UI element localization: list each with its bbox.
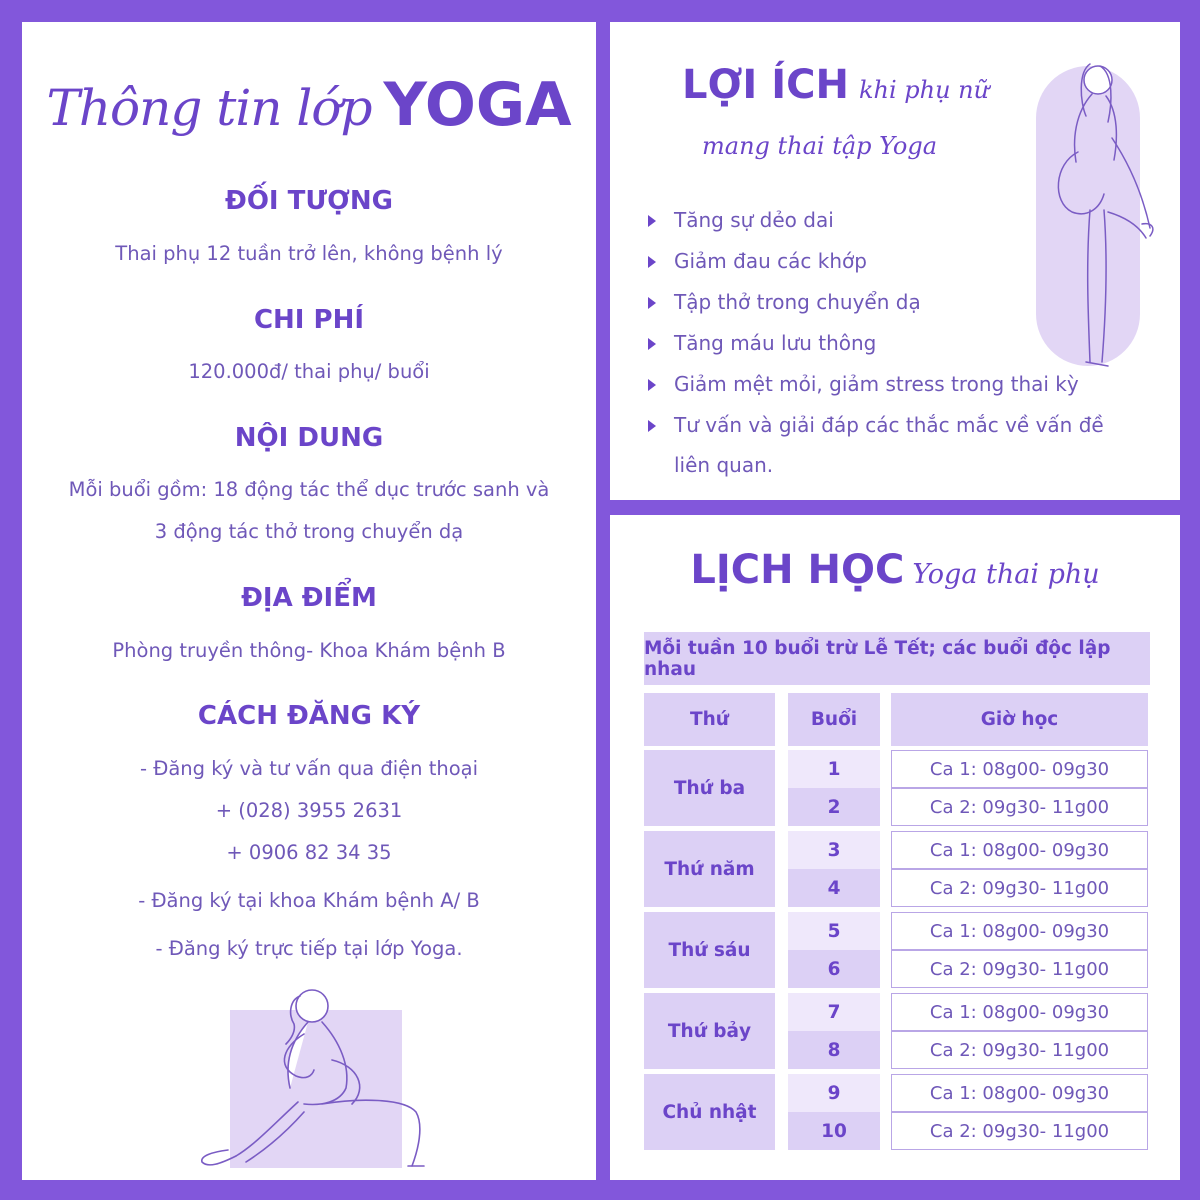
section-text-content-2: 3 động tác thở trong chuyển dạ [154,520,464,543]
section-heading-content: NỘI DUNG [234,423,384,453]
schedule-time-cell: Ca 2: 09g30- 11g00 [891,788,1148,826]
register-line-phone: - Đăng ký và tư vấn qua điện thoại [139,757,479,780]
schedule-session-cell: 3 [788,831,880,869]
benefit-item: Giảm đau các khớp [648,241,1118,282]
section-text-audience: Thai phụ 12 tuần trở lên, không bệnh lý [115,242,503,265]
schedule-day-cell: Thứ năm [644,831,775,907]
section-text-content-1: Mỗi buổi gồm: 18 động tác thể dục trước sanh và [68,478,550,501]
section-text-cost: 120.000đ/ thai phụ/ buổi [188,360,430,383]
schedule-session-cell: 4 [788,869,880,907]
schedule-time-cell: Ca 1: 08g00- 09g30 [891,831,1148,869]
header-day: Thứ [644,693,775,746]
benefit-bullet-icon [648,338,656,350]
schedule-session-cell: 9 [788,1074,880,1112]
schedule-session-cell: 8 [788,1031,880,1069]
lunge-pose-illustration [172,962,432,1180]
benefit-item: Tăng sự dẻo dai [648,200,1118,241]
register-line-department: - Đăng ký tại khoa Khám bệnh A/ B [138,889,480,912]
benefits-title-script-1: khi phụ nữ [858,76,990,104]
schedule-time-cell: Ca 1: 08g00- 09g30 [891,1074,1148,1112]
benefits-panel [610,22,1180,500]
schedule-day-cell: Thứ bảy [644,993,775,1069]
schedule-title-bold: LỊCH HỌC [690,547,905,593]
benefits-title [682,62,989,108]
class-info-panel [22,22,596,1180]
schedule-time-cell: Ca 1: 08g00- 09g30 [891,912,1148,950]
benefit-item: Tư vấn và giải đáp các thắc mắc về vấn đề liên quan. [648,405,1118,485]
benefit-item: Tập thở trong chuyển dạ [648,282,1118,323]
schedule-session-cell: 7 [788,993,880,1031]
register-line-phone-2: + 0906 82 34 35 [226,841,392,864]
schedule-session-cell: 5 [788,912,880,950]
schedule-time-cell: Ca 2: 09g30- 11g00 [891,1031,1148,1069]
benefit-bullet-icon [648,215,656,227]
register-line-phone-1: + (028) 3955 2631 [215,799,403,822]
schedule-day-cell: Thứ ba [644,750,775,826]
benefit-bullet-icon [648,379,656,391]
schedule-title [610,547,1180,593]
schedule-time-cell: Ca 2: 09g30- 11g00 [891,950,1148,988]
benefit-bullet-icon [648,297,656,309]
schedule-time-cell: Ca 2: 09g30- 11g00 [891,869,1148,907]
register-line-direct: - Đăng ký trực tiếp tại lớp Yoga. [155,937,463,960]
benefit-bullet-icon [648,420,656,432]
schedule-session-cell: 6 [788,950,880,988]
section-heading-audience: ĐỐI TƯỢNG [225,186,393,216]
schedule-banner: Mỗi tuần 10 buổi trừ Lễ Tết; các buổi độc lập nhau [644,632,1150,685]
title-yoga: YOGA [383,70,572,140]
schedule-session-cell: 1 [788,750,880,788]
section-heading-register: CÁCH ĐĂNG KÝ [197,701,421,731]
schedule-day-cell: Chủ nhật [644,1074,775,1150]
header-session: Buổi [788,693,880,746]
class-info-title [22,70,596,140]
header-time: Giờ học [891,693,1148,746]
schedule-panel [610,515,1180,1180]
schedule-session-cell: 2 [788,788,880,826]
benefits-title-bold: LỢI ÍCH [682,62,849,108]
title-script: Thông tin lớp [46,79,372,137]
benefits-title-script-2: mang thai tập Yoga [702,132,938,160]
section-heading-location: ĐỊA ĐIỂM [241,583,377,613]
schedule-session-cell: 10 [788,1112,880,1150]
schedule-time-cell: Ca 2: 09g30- 11g00 [891,1112,1148,1150]
benefit-bullet-icon [648,256,656,268]
schedule-title-script: Yoga thai phụ [912,559,1100,590]
benefits-list [648,200,1118,485]
benefit-item: Giảm mệt mỏi, giảm stress trong thai kỳ [648,364,1118,405]
schedule-time-cell: Ca 1: 08g00- 09g30 [891,993,1148,1031]
schedule-time-cell: Ca 1: 08g00- 09g30 [891,750,1148,788]
section-heading-cost: CHI PHÍ [253,305,365,335]
benefit-item: Tăng máu lưu thông [648,323,1118,364]
schedule-day-cell: Thứ sáu [644,912,775,988]
section-text-location: Phòng truyền thông- Khoa Khám bệnh B [112,639,506,662]
